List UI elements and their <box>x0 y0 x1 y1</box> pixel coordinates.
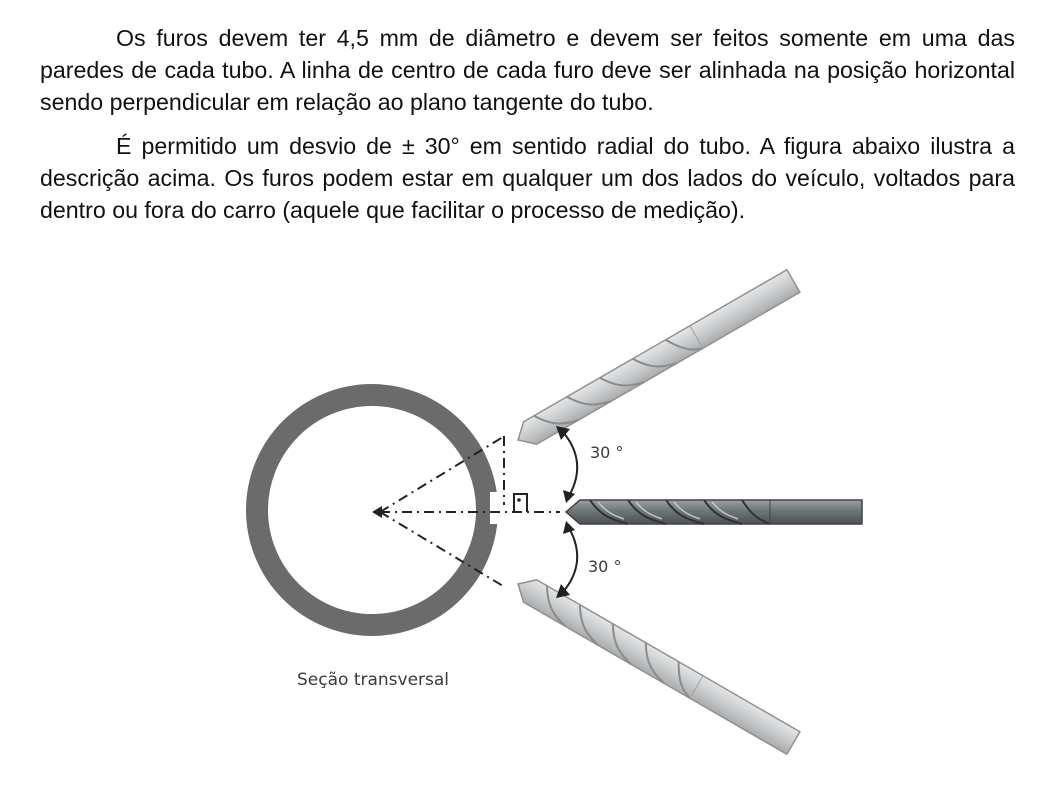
drill-bit-horizontal <box>566 500 862 524</box>
paragraph-hole-spec: Os furos devem ter 4,5 mm de diâmetro e devem ser feitos somente em uma das paredes de cada tubo. A linha de centro de cada furo deve ser alinhada na posição horizontal sendo perpendicular em relação ao plano tangente do tubo. <box>40 25 1015 115</box>
angle-arrow-upper <box>556 426 577 503</box>
tube-cross-section <box>257 395 487 625</box>
right-angle-marker <box>514 494 527 512</box>
center-arrow-icon <box>372 506 382 518</box>
angle-label-lower: 30 ° <box>588 557 622 576</box>
drill-bit-upper <box>512 270 800 452</box>
angle-arrow-lower <box>556 521 577 598</box>
right-angle-dot <box>517 498 521 502</box>
paragraph-deviation: É permitido um desvio de ± 30° em sentido radial do tubo. A figura abaixo ilustra a descrição acima. Os furos podem estar em qualquer um dos lados do veículo, voltados para dentro ou fora do carro (aquele que facilitar o processo de medição). <box>40 133 1015 223</box>
figure-caption: Seção transversal <box>297 670 450 690</box>
angle-label-upper: 30 ° <box>590 443 624 462</box>
drill-bit-lower <box>512 573 800 755</box>
